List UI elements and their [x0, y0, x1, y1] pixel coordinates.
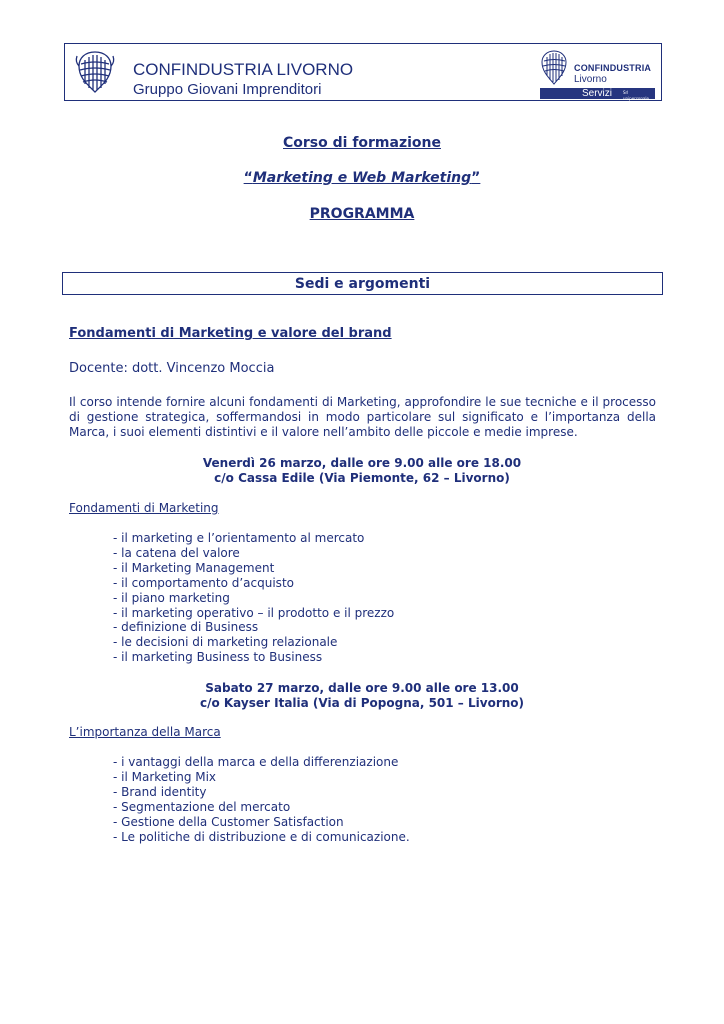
teacher-line: Docente: dott. Vincenzo Moccia [69, 361, 275, 376]
course-title: Corso di formazione [283, 135, 441, 151]
programma-heading: PROGRAMMA [309, 206, 415, 222]
quote-close: ” [471, 170, 481, 186]
session-1-list [113, 531, 394, 665]
section-header: Sedi e argomenti [62, 272, 663, 295]
list-item: - i vantaggi della marca e della differenziazione [113, 755, 399, 769]
logo-org-name: CONFINDUSTRIA [574, 63, 652, 73]
header-title: CONFINDUSTRIA LIVORNO [133, 60, 354, 79]
session-2-place: c/o Kayser Italia (Via di Popogna, 501 – Livorno) [199, 696, 525, 710]
session-1-topic: Fondamenti di Marketing [69, 501, 219, 515]
confindustria-gear-icon [537, 49, 571, 87]
quote-open: “ [243, 170, 253, 186]
list-item: - il Marketing Management [113, 560, 275, 575]
session-2-topic: L’importanza della Marca [69, 725, 221, 739]
header-subtitle: Gruppo Giovani Imprenditori [133, 81, 322, 98]
confindustria-logo-icon [71, 48, 119, 96]
list-item: - Segmentazione del mercato [113, 799, 291, 814]
list-item: - il piano marketing [113, 590, 230, 605]
list-item: - Le politiche di distribuzione e di comunicazione. [113, 829, 410, 844]
course-name [0, 170, 724, 186]
header-box [64, 43, 662, 101]
list-item: - il Marketing Mix [113, 769, 217, 784]
list-item: - il comportamento d’acquisto [113, 575, 294, 590]
servizi-bar [540, 88, 655, 99]
session-1-place: c/o Cassa Edile (Via Piemonte, 62 – Livorno) [214, 471, 510, 485]
logo-org-city: Livorno [574, 74, 607, 85]
session-1-date: Venerdì 26 marzo, dalle ore 9.00 alle ore 18.00 [202, 456, 522, 470]
logo-servizi-small: Srl unipersonale [623, 90, 649, 101]
list-item: - le decisioni di marketing relazionale [113, 635, 338, 650]
list-item: - Brand identity [113, 784, 207, 799]
course-name-text: Marketing e Web Marketing [252, 170, 472, 186]
logo-servizi-label: Servizi [582, 88, 613, 99]
list-item: - la catena del valore [113, 545, 240, 560]
session-2-list [113, 755, 410, 844]
list-item: - Gestione della Customer Satisfaction [113, 814, 344, 829]
confindustria-servizi-logo [537, 49, 655, 99]
list-item: - il marketing e l’orientamento al mercato [113, 531, 365, 545]
module-description: Il corso intende fornire alcuni fondamenti di Marketing, approfondire le sue tecniche e il processo di gestione strategica, soffermandosi in modo particolare sul significato e l’importanza della Marca, i suoi elementi distintivi e il valore nell’ambito delle piccole e medie imprese. [69, 395, 656, 439]
module-heading: Fondamenti di Marketing e valore del brand [69, 326, 392, 341]
list-item: - il marketing operativo – il prodotto e il prezzo [113, 605, 395, 620]
list-item: - definizione di Business [113, 620, 259, 635]
list-item: - il marketing Business to Business [113, 650, 323, 665]
session-2-date: Sabato 27 marzo, dalle ore 9.00 alle ore 13.00 [205, 681, 519, 695]
